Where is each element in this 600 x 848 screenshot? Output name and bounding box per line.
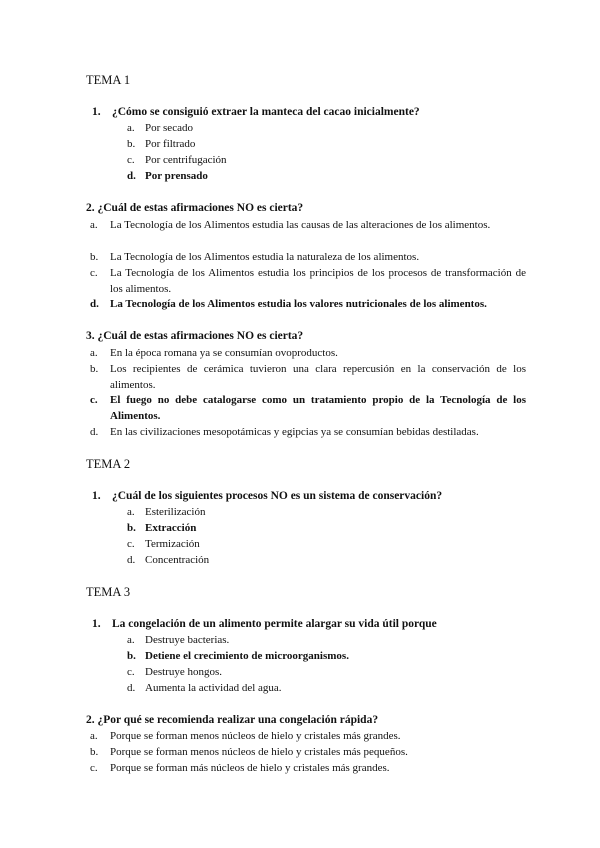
question-t1-q3: 3. ¿Cuál de estas afirmaciones NO es cierta? [86, 330, 304, 342]
option-t1-q3-a: a. En la época romana ya se consumían ovoproductos. [90, 347, 338, 359]
option-t2-q1-b-answer: b. Extracción [127, 522, 197, 534]
question-t3-q1 [92, 616, 437, 632]
section-title-tema-3: TEMA 3 [86, 585, 131, 599]
question-number: 1. [92, 106, 101, 118]
option-t1-q1-d-answer: d. Por prensado [127, 170, 208, 182]
option-t3-q1-a: a. Destruye bacterias. [127, 634, 230, 646]
option-t1-q2-b: b. La Tecnología de los Alimentos estudia la naturaleza de los alimentos. [90, 251, 420, 263]
option-t2-q1-a: a. Esterilización [127, 506, 206, 518]
question-number: 1. [92, 490, 101, 502]
option-t3-q1-c: c. Destruye hongos. [127, 666, 222, 678]
question-text: ¿Cómo se consiguió extraer la manteca del cacao inicialmente? [112, 106, 420, 118]
section-title-tema-1: TEMA 1 [86, 73, 131, 87]
option-t3-q2-a: a. Porque se forman menos núcleos de hielo y cristales más grandes. [90, 730, 401, 742]
option-t2-q1-d: d. Concentración [127, 554, 210, 566]
option-t3-q2-b: b. Porque se forman menos núcleos de hielo y cristales más pequeños. [90, 746, 408, 758]
option-t2-q1-c: c. Termización [127, 538, 200, 550]
option-t1-q3-b: b. Los recipientes de cerámica tuvieron una clara repercusión en la conservación de los alimentos. [90, 363, 526, 391]
option-t1-q1-a: a. Por secado [127, 122, 193, 134]
question-t1-q1 [92, 104, 420, 120]
option-t1-q1-b: b. Por filtrado [127, 138, 196, 150]
section-title-tema-2: TEMA 2 [86, 457, 131, 471]
option-t1-q2-a: a. La Tecnología de los Alimentos estudia las causas de las alteraciones de los alimentos. [90, 219, 491, 231]
option-t3-q2-c: c. Porque se forman más núcleos de hielo y cristales más grandes. [90, 762, 390, 774]
option-t1-q2-d-answer: d. La Tecnología de los Alimentos estudia los valores nutricionales de los alimentos. [90, 298, 487, 310]
option-t1-q2-c: c. La Tecnología de los Alimentos estudia los principios de los procesos de transformación de los alimentos. [90, 267, 526, 295]
option-t3-q1-b-answer: b. Detiene el crecimiento de microorganismos. [127, 650, 349, 662]
option-t1-q1-c: c. Por centrifugación [127, 154, 227, 166]
question-number: 1. [92, 618, 101, 630]
option-t3-q1-d: d. Aumenta la actividad del agua. [127, 682, 282, 694]
question-t3-q2: 2. ¿Por qué se recomienda realizar una congelación rápida? [86, 714, 379, 726]
question-t2-q1 [92, 488, 442, 504]
option-t1-q3-d: d. En las civilizaciones mesopotámicas y egipcias ya se consumían bebidas destiladas. [90, 426, 479, 438]
question-text: La congelación de un alimento permite alargar su vida útil porque [112, 618, 437, 630]
question-t1-q2: 2. ¿Cuál de estas afirmaciones NO es cierta? [86, 202, 304, 214]
question-text: ¿Cuál de los siguientes procesos NO es un sistema de conservación? [112, 490, 443, 502]
option-t1-q3-c-answer: c. El fuego no debe catalogarse como un tratamiento propio de la Tecnología de los Alimentos. [90, 394, 526, 422]
